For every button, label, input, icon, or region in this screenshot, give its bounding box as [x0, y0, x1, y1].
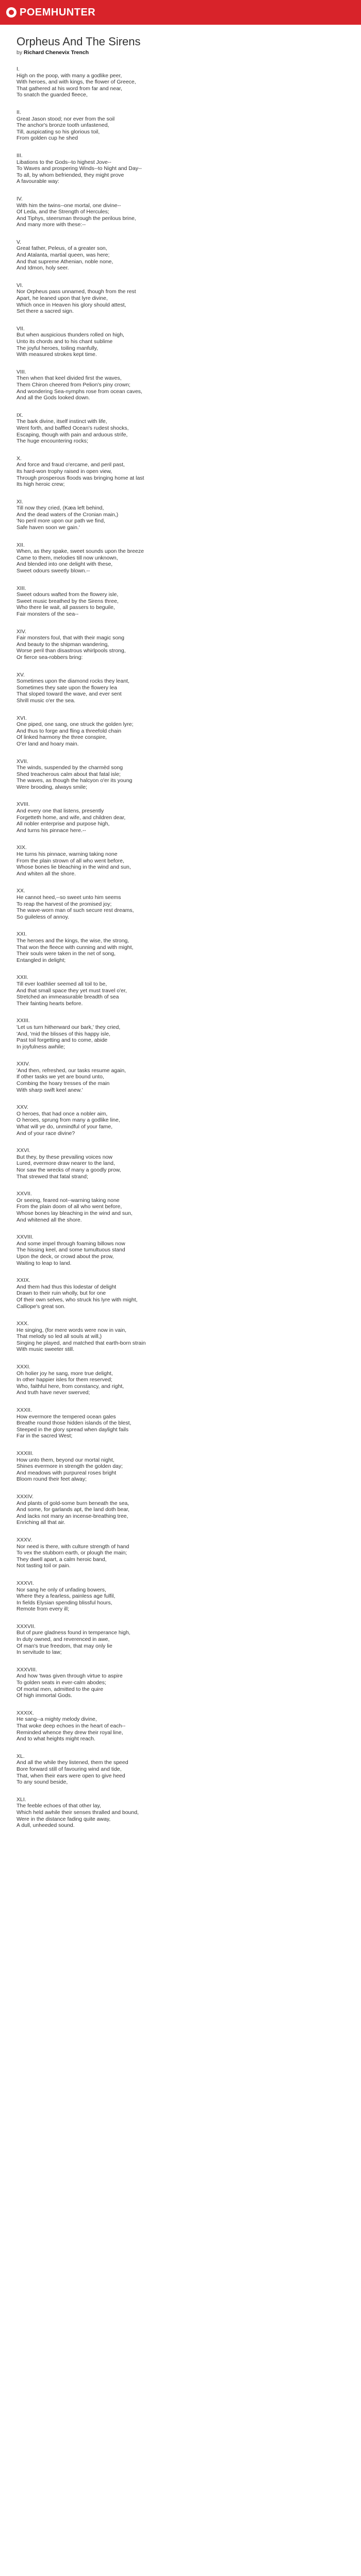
stanza-number: XXIII.: [17, 1018, 30, 1024]
stanza-number: VI.: [17, 282, 23, 289]
stanza-number: XXIV.: [17, 1061, 30, 1067]
stanza: [17, 542, 344, 574]
stanza-number: XVII.: [17, 758, 28, 765]
poem-line: Singing he played, and matched that earth-born strain: [17, 1340, 146, 1346]
stanza-number: V.: [17, 239, 21, 245]
poem-line: Who, faithful here, from constancy, and right,: [17, 1383, 124, 1389]
poem-line: A dull, unheeded sound.: [17, 1822, 75, 1829]
poem-line: And Idmon, holy seer.: [17, 265, 69, 272]
poem-line: If other tasks we yet are bound unto,: [17, 1074, 104, 1080]
poem-line: O'er land and hoary main.: [17, 740, 79, 747]
stanza-number: IX.: [17, 412, 23, 418]
poem-line: But of pure gladness found in temperance high,: [17, 1630, 130, 1636]
stanza: [17, 1450, 344, 1483]
poem-line: From golden cup he shed: [17, 135, 78, 142]
poem-line: 'Let us turn hitherward our bark,' they cried,: [17, 1024, 121, 1030]
poem-line: Enriching all that air.: [17, 1519, 65, 1526]
poem-line: Shed treacherous calm about that fatal isle;: [17, 771, 121, 777]
stanza-number: XV.: [17, 671, 25, 678]
poem-line: That sloped toward the wave, and ever sent: [17, 691, 122, 698]
poem-line: The bark divine, itself instinct with life,: [17, 418, 107, 425]
poem-line: With him the twins--one mortal, one divine--: [17, 202, 121, 209]
stanza: [17, 412, 344, 445]
poem-line: And Tiphys, steersman through the perilous brine,: [17, 215, 136, 222]
poem-line: Set there a sacred sign.: [17, 308, 74, 315]
stanza-number: IV.: [17, 195, 23, 202]
stanza: [17, 499, 344, 531]
stanza-number: III.: [17, 152, 23, 159]
site-logo[interactable]: [6, 7, 95, 19]
stanza-number: XXXV.: [17, 1536, 32, 1543]
poem-line: And meadows with purpureal roses bright: [17, 1469, 117, 1476]
stanza-number: VIII.: [17, 368, 26, 375]
poem-line: The huge encountering rocks;: [17, 438, 88, 445]
poem-line: Where they a fearless, painless age fulfil,: [17, 1593, 116, 1600]
stanza-number: XXXVII.: [17, 1623, 36, 1630]
poem-line: O heroes, sprung from many a godlike line,: [17, 1117, 120, 1124]
poem-line: With measured strokes kept time.: [17, 351, 97, 358]
poem-line: Shrill music o'er the sea.: [17, 697, 76, 704]
poem-line: Apart, he leaned upon that lyre divine,: [17, 295, 108, 302]
stanza-number: XXVIII.: [17, 1234, 34, 1241]
poem-line: To Waves and prospering Winds--to Night and Day--: [17, 165, 142, 172]
stanza: [17, 1407, 344, 1439]
poem-line: When, as they spake, sweet sounds upon the breeze: [17, 548, 144, 555]
poem-line: Through prosperous floods was bringing home at last: [17, 474, 144, 481]
stanza: [17, 1623, 344, 1656]
stanza-number: XII.: [17, 541, 25, 548]
poem-line: He cannot heed,--so sweet unto him seems: [17, 894, 121, 901]
stanza-number: XL.: [17, 1753, 25, 1759]
poem-line: Of high immortal Gods.: [17, 1692, 72, 1699]
poem-line: He singing, (for mere words were now in vain,: [17, 1327, 127, 1333]
poem-body: [17, 66, 344, 1829]
poem-line: That strewed that fatal strand;: [17, 1173, 88, 1180]
stanza: [17, 1364, 344, 1396]
poem-line: Fair monsters of the sea--: [17, 611, 79, 617]
poem-line: That melody so led all souls at will,): [17, 1333, 102, 1340]
poem-line: Drawn to their ruin wholly, but for one: [17, 1290, 106, 1297]
poem-line: That, when their ears were open to give heed: [17, 1772, 125, 1779]
poem-line: With heroes, and with kings, the flower of Greece,: [17, 79, 136, 86]
poem-line: Their fainting hearts before.: [17, 1000, 83, 1007]
poem-line: And the dead waters of the Cronian main,): [17, 511, 119, 518]
poem-line: Its hard-won trophy raised in open view,: [17, 468, 112, 474]
stanza-number: XXII.: [17, 974, 28, 981]
logo-icon: [6, 7, 17, 18]
poem-line: So guileless of annoy.: [17, 913, 69, 920]
stanza: [17, 844, 344, 877]
stanza: [17, 801, 344, 834]
poem-line: And all the Gods looked down.: [17, 395, 90, 401]
stanza-number: XXIX.: [17, 1277, 30, 1284]
poem-line: Far in the sacred West;: [17, 1433, 73, 1439]
stanza: [17, 1234, 344, 1266]
poem-line: The feeble echoes of that other lay,: [17, 1803, 101, 1809]
stanza: [17, 1104, 344, 1137]
poem-line: And whitened all the shore.: [17, 1216, 82, 1223]
poem-line: The winds, suspended by the charmèd song: [17, 765, 123, 771]
poem-line: Whose bones lie bleaching in the wind and sun,: [17, 864, 131, 871]
poem-line: Safe haven soon we gain.': [17, 524, 80, 531]
poem-line: Lured, evermore draw nearer to the land,: [17, 1160, 115, 1167]
poem-line: Of Leda, and the Strength of Hercules;: [17, 209, 109, 215]
poem-line: And some, for garlands apt, the land doth bear,: [17, 1506, 129, 1513]
poem-line: Or seeing, feared not--warning taking none: [17, 1197, 120, 1204]
poem-line: Who there lie wait, all passers to beguile,: [17, 604, 115, 611]
poem-line: With sharp swift keel anew.': [17, 1087, 83, 1093]
poem-line: 'No peril more upon our path we find,: [17, 518, 105, 524]
poem-line: But when auspicious thunders rolled on high,: [17, 332, 124, 338]
poem-line: 'And, 'mid the blisses of this happy isle,: [17, 1030, 111, 1037]
poem-line: Came to them, melodies till now unknown,: [17, 554, 118, 561]
stanza-number: XXXI.: [17, 1364, 30, 1370]
poem-line: To snatch the guarded fleece,: [17, 92, 88, 98]
poem-line: Were brooding, always smile;: [17, 784, 87, 790]
stanza: [17, 629, 344, 661]
poem-line: How evermore the tempered ocean gales: [17, 1413, 116, 1420]
poem-line: That woke deep echoes in the heart of each--: [17, 1723, 126, 1729]
stanza-number: XXI.: [17, 931, 27, 938]
poem-line: Entangled in delight;: [17, 957, 66, 963]
stanza: [17, 1494, 344, 1526]
poem-line: Sweet odours wafted from the flowery isle,: [17, 591, 119, 598]
stanza: [17, 888, 344, 920]
poem-line: O heroes, that had once a nobler aim,: [17, 1110, 108, 1117]
poem-line: Reminded whence they drew their royal line,: [17, 1729, 123, 1736]
poem-line: One piped, one sang, one struck the golden lyre;: [17, 721, 134, 728]
stanza: [17, 1580, 344, 1613]
poem-line: That won the fleece with cunning and with might,: [17, 944, 134, 951]
poem-line: That gathered at his word from far and near,: [17, 85, 122, 92]
poem-line: Till now they cried, (Kæa left behind,: [17, 505, 104, 512]
poem-line: And truth have never swerved;: [17, 1389, 90, 1396]
poem-line: What will ye do, unmindful of your fame,: [17, 1124, 113, 1130]
stanza-number: XI.: [17, 498, 23, 505]
stanza: [17, 1797, 344, 1829]
poem-line: Unto its chords and to his chant sublime: [17, 338, 113, 345]
poem-line: Remote from every ill;: [17, 1606, 70, 1613]
stanza: [17, 239, 344, 272]
poem-line: And Atalanta, martial queen, was here;: [17, 252, 110, 259]
byline-prefix: by: [17, 49, 23, 56]
poem-line: He sang--a mighty melody divine,: [17, 1716, 97, 1723]
stanza: [17, 1191, 344, 1223]
stanza: [17, 1018, 344, 1050]
poem-line: The heroes and the kings, the wise, the strong,: [17, 937, 129, 944]
poem-line: Till, auspicating so his glorious toil,: [17, 128, 100, 135]
poem-line: Whose bones lay bleaching in the wind and sun,: [17, 1210, 133, 1216]
stanza-number: X.: [17, 455, 22, 462]
poem-line: From the plain strown of all who went before,: [17, 857, 124, 864]
poem-line: Bloom round their feet alway;: [17, 1476, 87, 1483]
stanza-number: XXXVIII.: [17, 1666, 37, 1673]
stanza-number: XX.: [17, 888, 25, 894]
poem-line: Nor saw the wrecks of many a goodly prow,: [17, 1167, 121, 1173]
stanza: [17, 369, 344, 401]
stanza-number: XXVI.: [17, 1147, 30, 1154]
stanza: [17, 1667, 344, 1699]
stanza-number: XIV.: [17, 628, 26, 635]
poem-line: Or fierce sea-robbers bring:: [17, 654, 83, 660]
poem-line: Bore forward still of favouring wind and tide,: [17, 1766, 122, 1772]
poem-line: Not tasting toil or pain.: [17, 1563, 71, 1569]
stanza: [17, 1710, 344, 1742]
poem-line: In servitude to law;: [17, 1649, 62, 1656]
poem-line: And every one that listens, presently: [17, 808, 104, 815]
stanza: [17, 282, 344, 315]
poem-line: And that supreme Athenian, noble none,: [17, 258, 113, 265]
poem-line: Oh holier joy he sang, more true delight,: [17, 1370, 113, 1377]
stanza: [17, 66, 344, 98]
poem-line: Then when that keel divided first the waves,: [17, 375, 122, 382]
poem-line: But they, by these prevailing voices now: [17, 1154, 112, 1160]
stanza: [17, 1061, 344, 1093]
poem-line: A favourable way:: [17, 178, 59, 185]
poem-line: Nor sang he only of unfading bowers,: [17, 1586, 106, 1593]
poem-line: And of your race divine?: [17, 1130, 75, 1137]
poem-byline: [17, 49, 344, 56]
site-brand: POEMHUNTER: [20, 6, 96, 18]
poem-line: High on the poop, with many a godlike peer,: [17, 72, 122, 79]
stanza-number: XXXIV.: [17, 1493, 34, 1500]
poem-line: Great Jason stood; nor ever from the soil: [17, 115, 115, 122]
stanza: [17, 1277, 344, 1310]
poem-line: Waiting to leap to land.: [17, 1260, 72, 1266]
stanza-number: XVI.: [17, 715, 27, 721]
poem-content: [0, 25, 361, 1829]
poem-line: Worse peril than disastrous whirlpools strong,: [17, 648, 126, 654]
poem-line: Were in the distance fading quite away,: [17, 1816, 111, 1822]
stanza-number: XIX.: [17, 844, 27, 851]
poem-line: Past toil forgetting and to come, abide: [17, 1037, 108, 1044]
poem-line: Of their own selves, who struck his lyre with might,: [17, 1296, 138, 1303]
stanza-number: XXVII.: [17, 1191, 32, 1197]
poem-line: He turns his pinnace, warning taking none: [17, 851, 118, 858]
poem-line: The joyful heroes, toiling manfully,: [17, 345, 98, 351]
poem-line: Of linked harmony the three conspire,: [17, 734, 107, 741]
poem-line: To reap the harvest of the promised joy;: [17, 901, 112, 907]
stanza: [17, 974, 344, 1007]
poem-line: And blended into one delight with these,: [17, 561, 113, 568]
poem-line: And whiten all the shore.: [17, 870, 76, 877]
stanza-number: XIII.: [17, 585, 26, 591]
poem-title: Orpheus And The Sirens: [17, 35, 141, 48]
poem-line: Sometimes upon the diamond rocks they leant,: [17, 678, 129, 685]
stanza-number: XLI.: [17, 1796, 26, 1803]
poem-line: And plants of gold-some burn beneath the sea,: [17, 1500, 129, 1506]
stanza-number: XXV.: [17, 1104, 28, 1111]
stanza: [17, 326, 344, 358]
stanza: [17, 1753, 344, 1786]
poem-line: Sometimes they sate upon the flowery lea: [17, 684, 117, 691]
poem-line: Of mortal men, admitted to the quire: [17, 1686, 104, 1692]
poem-author-link[interactable]: Richard Chenevix Trench: [24, 49, 89, 56]
poem-line: Calliope's great son.: [17, 1303, 65, 1310]
poem-line: To vex the stubborn earth, or plough the main;: [17, 1550, 127, 1556]
stanza: [17, 1537, 344, 1569]
site-header: [0, 0, 361, 25]
poem-line: Nor Orpheus pass unnamed, though from the rest: [17, 289, 136, 295]
poem-line: Till ever loathlier seemed all toil to be,: [17, 980, 107, 987]
stanza: [17, 758, 344, 791]
stanza-number: VII.: [17, 325, 25, 332]
poem-line: In other happier isles for them reserved;: [17, 1377, 112, 1383]
poem-line: All nobler enterprise and purpose high,: [17, 821, 110, 827]
poem-line: And lacks not many an incense-breathing tree,: [17, 1513, 128, 1519]
stanza: [17, 152, 344, 185]
stanza-number: XXXVI.: [17, 1580, 34, 1586]
poem-line: Which held awhile their senses thralled and bound,: [17, 1809, 139, 1816]
stanza-number: XXX.: [17, 1320, 29, 1327]
poem-line: And thus to forge and fling a threefold chain: [17, 727, 122, 734]
poem-line: Went forth, and baffled Ocean's rudest shocks,: [17, 425, 129, 431]
poem-line: Libations to the Gods--to highest Jove--: [17, 159, 111, 165]
poem-line: The waves, as though the halcyon o'er its young: [17, 777, 133, 784]
stanza: [17, 672, 344, 704]
stanza-number: XXXII.: [17, 1407, 32, 1414]
stanza: [17, 715, 344, 748]
poem-line: Sweet odours sweetly blown.--: [17, 568, 90, 574]
poem-line: Great father, Peleus, of a greater son,: [17, 245, 107, 252]
poem-line: Of man's true freedom, that may only lie: [17, 1642, 112, 1649]
poem-line: And that small space they yet must travel o'er,: [17, 987, 127, 994]
stanza: [17, 585, 344, 618]
poem-line: Steeped in the glory spread when daylight fails: [17, 1426, 129, 1433]
poem-line: Nor need is there, with culture strength of hand: [17, 1543, 129, 1550]
poem-line: And how 'twas given through virtue to aspire: [17, 1673, 123, 1680]
poem-line: In fields Elysian spending blissful hours,: [17, 1599, 112, 1606]
poem-line: The hissing keel, and some tumultuous stand: [17, 1247, 125, 1253]
poem-line: Their souls were taken in the net of song,: [17, 951, 116, 957]
stanza: [17, 1320, 344, 1353]
poem-line: Which once in Heaven his glory should attest,: [17, 301, 126, 308]
poem-line: And many more with these:--: [17, 222, 86, 228]
stanza-number: XXXIX.: [17, 1709, 34, 1716]
poem-line: Sweet music breathed by the Sirens three,: [17, 598, 119, 604]
stanza-number: XXXIII.: [17, 1450, 34, 1456]
poem-line: In duty owned, and reverenced in awe,: [17, 1636, 110, 1643]
poem-line: And all the while they listened, them the speed: [17, 1759, 128, 1766]
stanza-number: XVIII.: [17, 801, 30, 808]
stanza: [17, 931, 344, 963]
poem-line: Breathe round those hidden islands of the blest,: [17, 1420, 132, 1427]
poem-line: And to what heights might reach.: [17, 1736, 95, 1742]
poem-line: From the plain doom of all who went before,: [17, 1204, 122, 1210]
poem-line: Stretched an immeasurable breadth of sea: [17, 994, 119, 1001]
poem-line: The anchor's bronze tooth unfastened,: [17, 122, 109, 129]
poem-line: With music sweeter still.: [17, 1346, 75, 1353]
poem-line: And some impel through foaming billows now: [17, 1240, 125, 1247]
poem-line: Its high heroic crew;: [17, 481, 65, 488]
poem-line: And them had thus this lodestar of delight: [17, 1283, 117, 1290]
poem-line: Escaping, though with pain and arduous strife,: [17, 431, 128, 438]
stanza: [17, 109, 344, 142]
stanza: [17, 196, 344, 228]
poem-line: To golden seats in ever-calm abodes;: [17, 1680, 106, 1686]
poem-line: To all, by whom befriended, they might prove: [17, 172, 124, 178]
poem-line: Combing the hoary tresses of the main: [17, 1080, 110, 1087]
poem-line: And force and fraud o'ercame, and peril past,: [17, 462, 125, 468]
poem-line: And beauty to the shipman wandering,: [17, 641, 109, 648]
poem-line: And wondering Sea-nymphs rose from ocean caves,: [17, 388, 142, 395]
poem-line: In joyfulness awhile;: [17, 1043, 65, 1050]
stanza: [17, 1147, 344, 1180]
poem-line: And turns his pinnace here.--: [17, 827, 86, 834]
stanza-number: II.: [17, 109, 21, 115]
poem-line: Shines evermore in strength the golden day;: [17, 1463, 123, 1470]
poem-line: They dwell apart, a calm heroic band,: [17, 1556, 107, 1563]
poem-line: Forgetteth home, and wife, and children dear,: [17, 814, 126, 821]
stanza-number: I.: [17, 66, 20, 72]
poem-line: To any sound beside,: [17, 1779, 68, 1786]
poem-line: How unto them, beyond our mortal night,: [17, 1456, 114, 1463]
poem-line: 'And then, refreshed, our tasks resume again,: [17, 1067, 126, 1074]
poem-line: Upon the deck, or crowd about the prow,: [17, 1253, 114, 1260]
stanza: [17, 455, 344, 488]
poem-line: Fair monsters foul, that with their magic song: [17, 635, 124, 641]
poem-line: Them Chiron cheered from Pelion's piny crown;: [17, 381, 130, 388]
poem-line: The wave-worn man of such secure rest dreams,: [17, 907, 134, 914]
